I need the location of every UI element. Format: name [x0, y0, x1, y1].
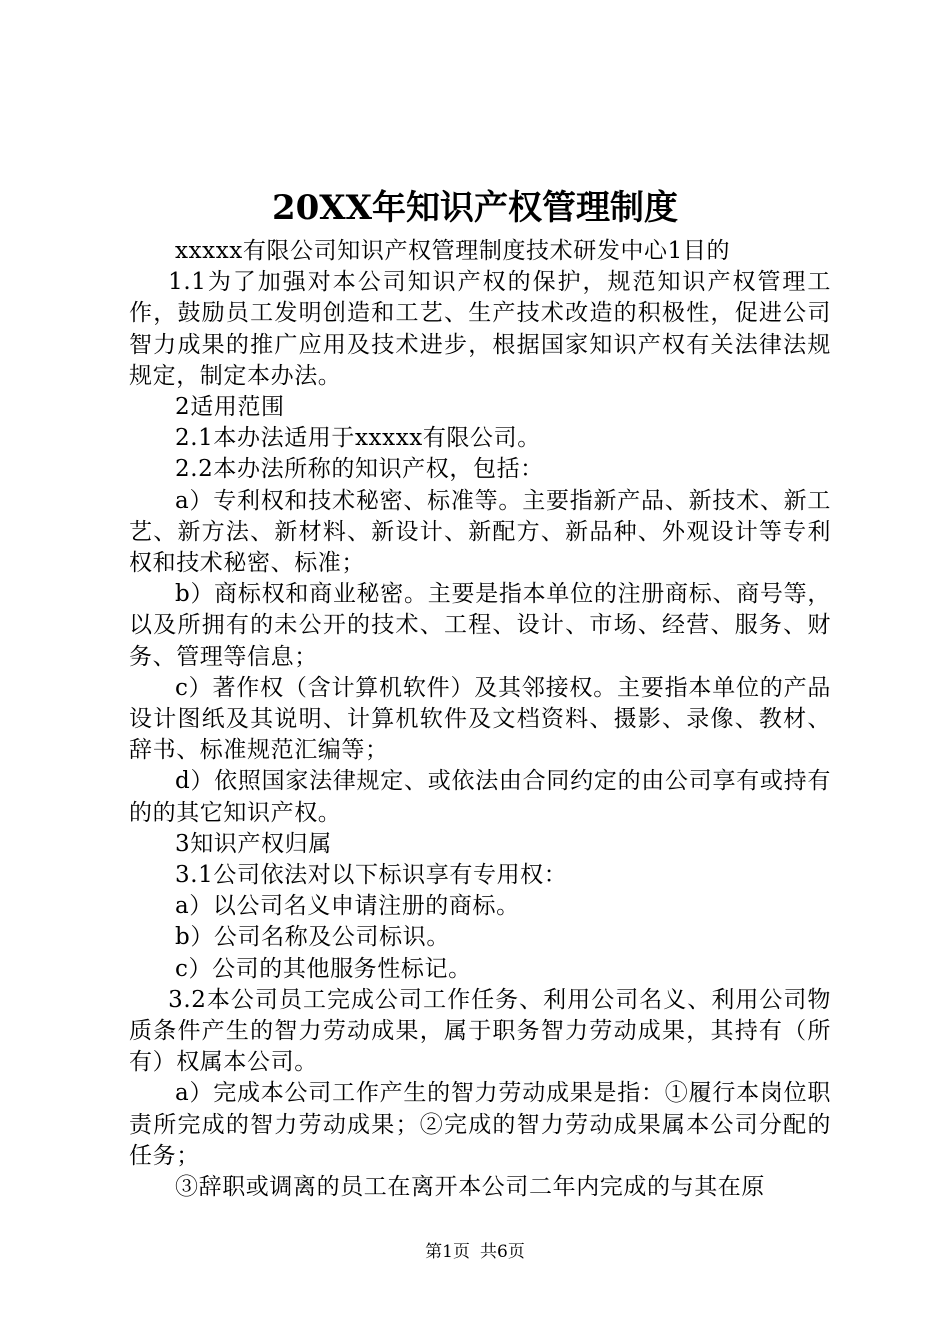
section-heading-2: 2适用范围 — [175, 394, 285, 421]
paragraph-3-2-a: a）完成本公司工作产生的智力劳动成果是指：①履行本岗位职责所完成的智力劳动成果；②完成的智力劳动成果属本公司分配的任务； — [129, 1080, 831, 1169]
document-body — [129, 236, 831, 1203]
page-number: 第1页 — [425, 1242, 470, 1262]
paragraph-1-1: 1.1为了加强对本公司知识产权的保护，规范知识产权管理工作，鼓励员工发明创造和工艺、生产技术改造的积极性，促进公司智力成果的推广应用及技术进步，根据国家知识产权有关法律法规规定，制定本办法。 — [129, 269, 831, 389]
paragraph-3-2: 3.2本公司员工完成公司工作任务、利用公司名义、利用公司物质条件产生的智力劳动成果，属于职务智力劳动成果，其持有（所有）权属本公司。 — [129, 986, 831, 1076]
document-title: 20XX年知识产权管理制度 — [271, 188, 679, 228]
paragraph-2-2-c: c）著作权（含计算机软件）及其邻接权。主要指本单位的产品设计图纸及其说明、计算机软件及文档资料、摄影、录像、教材、辞书、标准规范汇编等； — [129, 674, 831, 764]
paragraph-2-1: 2.1本办法适用于xxxxx有限公司。 — [175, 425, 541, 452]
paragraph-3-1: 3.1公司依法对以下标识享有专用权： — [175, 862, 568, 889]
paragraph-2-2-a: a）专利权和技术秘密、标准等。主要指新产品、新技术、新工艺、新方法、新材料、新设计、新配方、新品种、外观设计等专利权和技术秘密、标准； — [129, 487, 831, 577]
page-footer — [0, 1240, 950, 1264]
paragraph-2-2-b: b）商标权和商业秘密。主要是指本单位的注册商标、商号等，以及所拥有的未公开的技术、工程、设计、市场、经营、服务、财务、管理等信息； — [129, 581, 831, 670]
paragraph-3-1-b: b）公司名称及公司标识。 — [175, 924, 450, 951]
paragraph-3-2-a-3: ③辞职或调离的员工在离开本公司二年内完成的与其在原 — [175, 1174, 765, 1201]
paragraph-3-1-a: a）以公司名义申请注册的商标。 — [175, 893, 520, 920]
paragraph-3-1-c: c）公司的其他服务性标记。 — [175, 955, 472, 982]
paragraph-intro: xxxxx有限公司知识产权管理制度技术研发中心1目的 — [175, 238, 731, 264]
section-heading-3: 3知识产权归属 — [175, 830, 332, 857]
paragraph-2-2-d: d）依照国家法律规定、或依法由合同约定的由公司享有或持有的的其它知识产权。 — [129, 768, 831, 826]
page-total: 共6页 — [480, 1242, 525, 1262]
paragraph-2-2: 2.2本办法所称的知识产权，包括： — [175, 456, 544, 483]
